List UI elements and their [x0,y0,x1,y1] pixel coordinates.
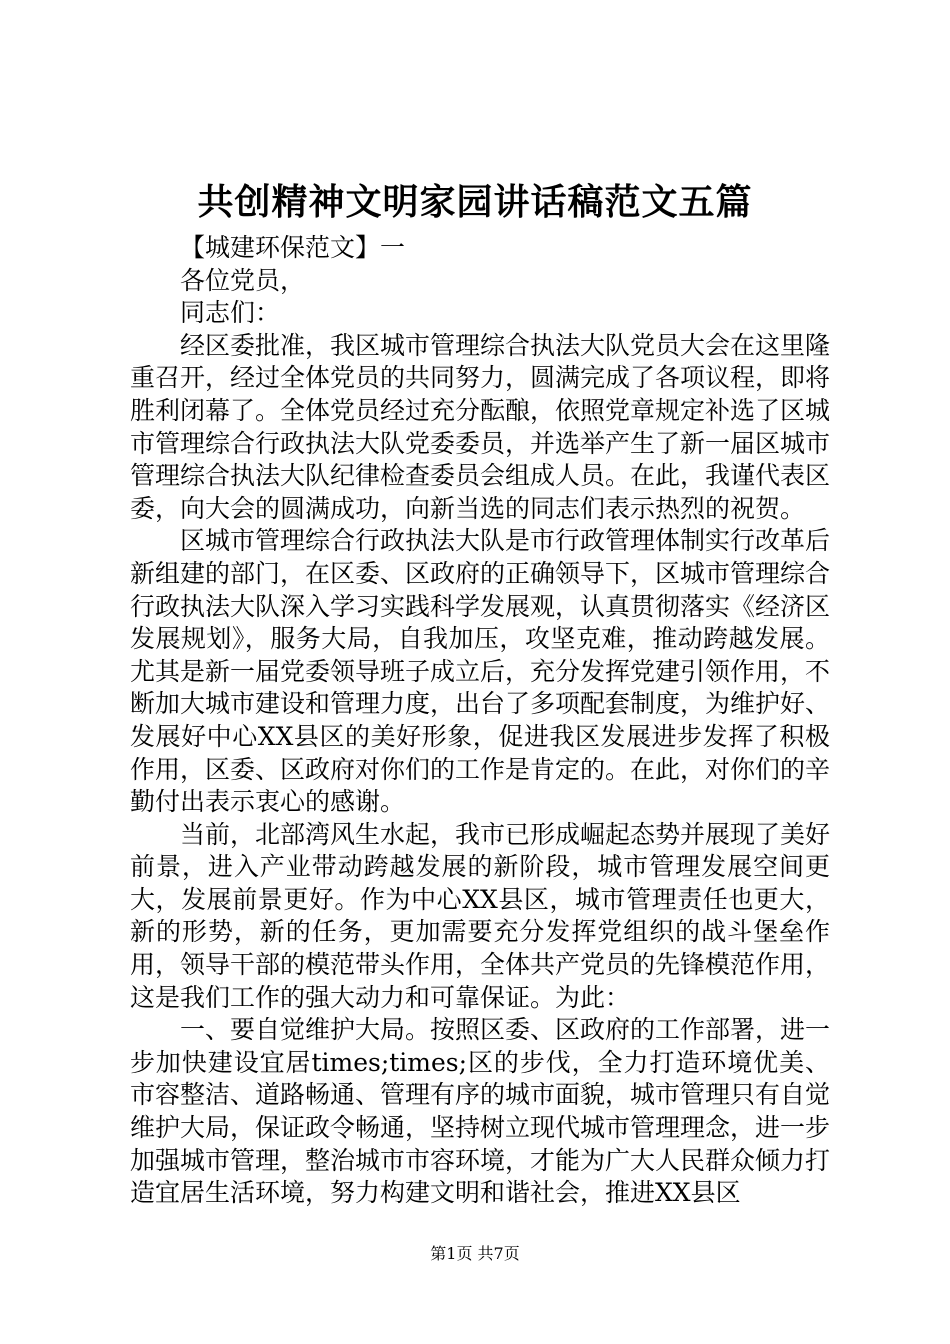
body-paragraph: 当前，北部湾风生水起，我市已形成崛起态势并展现了美好前景，进入产业带动跨越发展的新阶段，城市管理发展空间更大，发展前景更好。作为中心XX县区，城市管理责任也更大，新的形势，新的任务，更加需要充分发挥党组织的战斗堡垒作用，领导干部的模范带头作用，全体共产党员的先锋模范作用，这是我们工作的强大动力和可靠保证。为此： [130,819,831,1012]
page-title: 共创精神文明家园讲话稿范文五篇 [197,181,753,223]
document-body [130,232,830,1210]
body-paragraph: 区城市管理综合行政执法大队是市行政管理体制实行改革后新组建的部门，在区委、区政府的正确领导下，区城市管理综合行政执法大队深入学习实践科学发展观，认真贯彻落实《经济区发展规划》，服务大局，自我加压，攻坚克难，推动跨越发展。尤其是新一届党委领导班子成立后，充分发挥党建引领作用，不断加大城市建设和管理力度，出台了多项配套制度，为维护好、发展好中心XX县区的美好形象，促进我区发展进步发挥了积极作用，区委、区政府对你们的工作是肯定的。在此，对你们的辛勤付出表示衷心的感谢。 [130,526,831,817]
body-paragraph: 一、要自觉维护大局。按照区委、区政府的工作部署，进一步加快建设宜居times;times;区的步伐，全力打造环境优美、市容整洁、道路畅通、管理有序的城市面貌，城市管理只有自觉维护大局，保证政令畅通，坚持树立现代城市管理理念，进一步加强城市管理，整治城市市容环境，才能为广大人民群众倾力打造宜居生活环境，努力构建文明和谐社会，推进XX县区 [130,1015,831,1208]
section-heading: 【城建环保范文】一 [180,233,406,262]
salutation-line: 各位党员， [180,265,306,295]
salutation-line: 同志们： [180,298,281,328]
page-number: 第1页 共7页 [430,1244,520,1263]
body-paragraph: 经区委批准，我区城市管理综合执法大队党员大会在这里隆重召开，经过全体党员的共同努力，圆满完成了各项议程，即将胜利闭幕了。全体党员经过充分酝酿，依照党章规定补选了区城市管理综合行政执法大队党委委员，并选举产生了新一届区城市管理综合执法大队纪律检查委员会组成人员。在此，我谨代表区委，向大会的圆满成功，向新当选的同志们表示热烈的祝贺。 [130,330,831,523]
